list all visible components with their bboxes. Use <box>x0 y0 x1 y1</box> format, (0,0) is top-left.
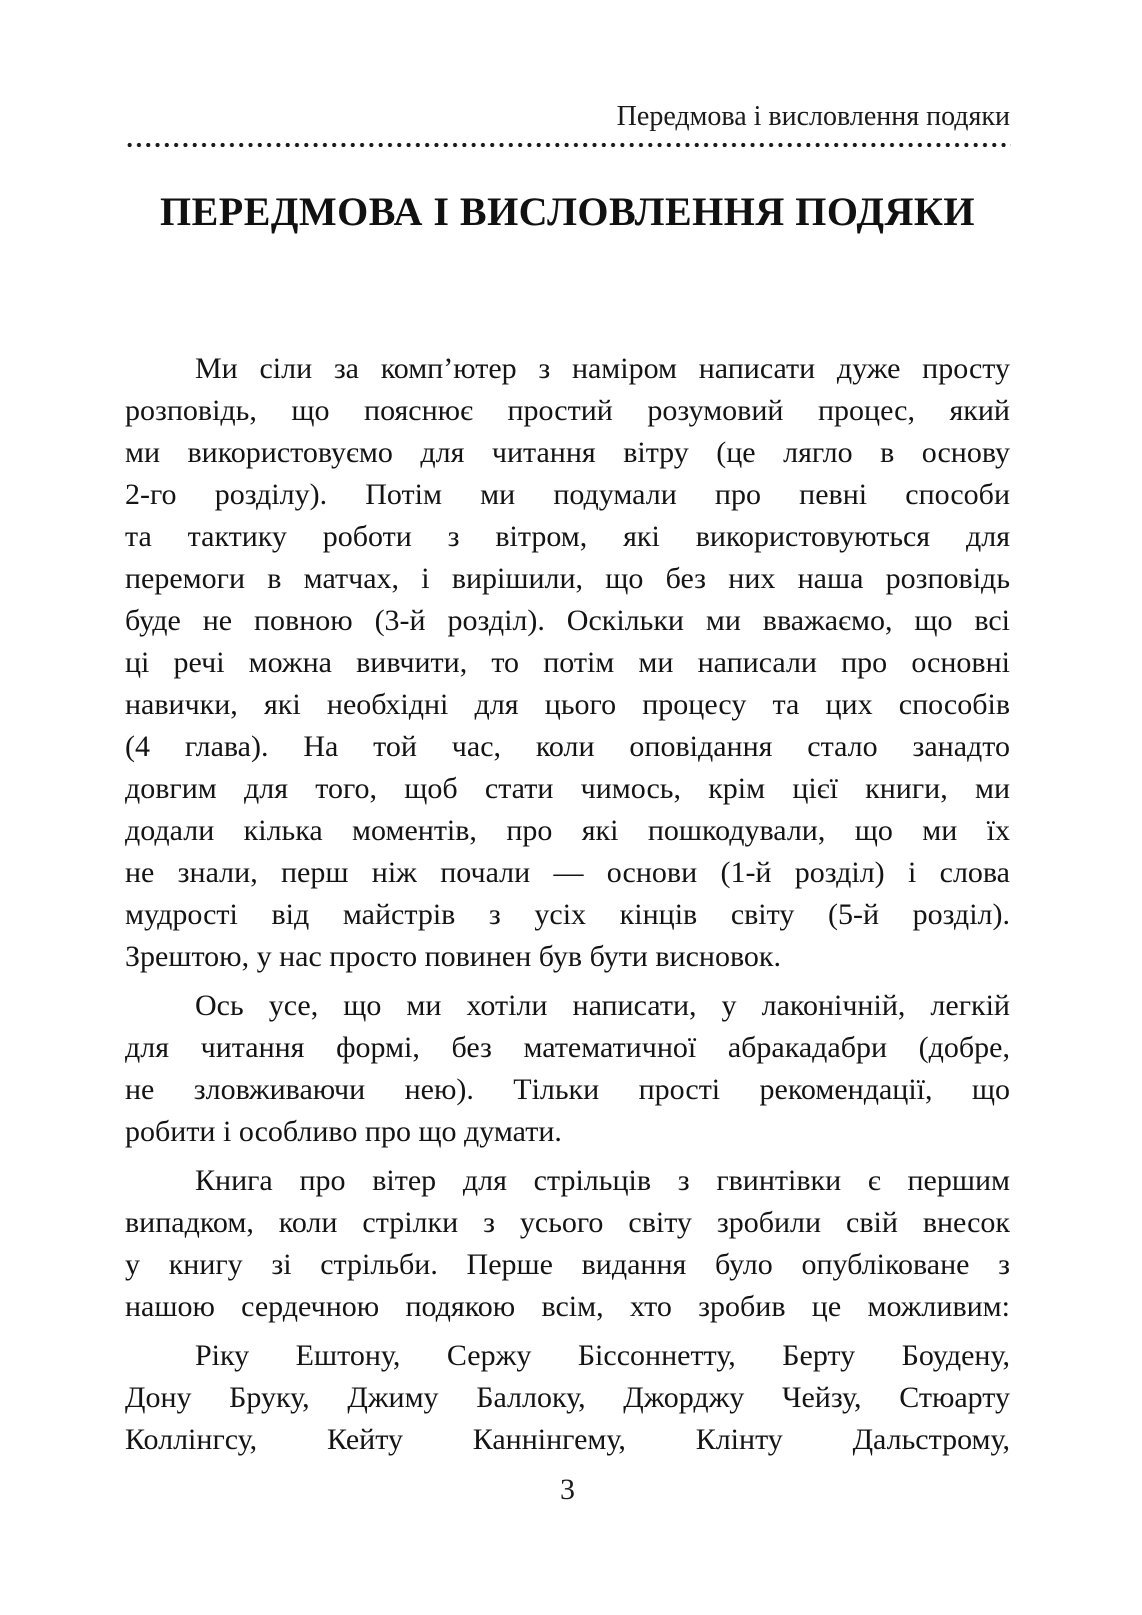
text-line: ми використовуємо для читання вітру (це лягло в основу <box>125 436 1010 469</box>
paragraph <box>125 1335 1010 1461</box>
text-line: та тактику роботи з вітром, які використовуються для <box>125 520 1010 553</box>
paragraph <box>125 348 1010 978</box>
page-number: 3 <box>560 1473 575 1506</box>
text-line: Ріку Ештону, Сержу Біссоннетту, Берту Боудену, <box>195 1339 1010 1372</box>
text-line: Ось усе, що ми хотіли написати, у лаконічній, легкій <box>195 989 1010 1022</box>
text-line: ці речі можна вивчити, то потім ми написали про основні <box>125 646 1010 679</box>
body-text <box>125 348 1010 1461</box>
running-header: Передмова і висловлення подяки <box>616 101 1010 132</box>
text-line: буде не повною (3-й розділ). Оскільки ми вважаємо, що всі <box>125 604 1010 637</box>
text-line: не зловживаючи нею). Тільки прості рекомендації, що <box>125 1073 1010 1106</box>
text-line: для читання формі, без математичної абракадабри (добре, <box>125 1031 1010 1064</box>
text-line: розповідь, що пояснює простий розумовий процес, який <box>125 394 1010 427</box>
text-line: Дону Бруку, Джиму Баллоку, Джорджу Чейзу, Стюарту <box>125 1381 1010 1414</box>
text-line: Зрештою, у нас просто повинен був бути висновок. <box>125 940 781 973</box>
text-line: робити і особливо про що думати. <box>125 1115 562 1148</box>
dotted-rule <box>125 140 1011 148</box>
text-line: перемоги в матчах, і вирішили, що без них наша розповідь <box>125 562 1010 595</box>
text-line: навички, які необхідні для цього процесу та цих способів <box>125 688 1010 721</box>
paragraph <box>125 1160 1010 1328</box>
text-line: нашою сердечною подякою всім, хто зробив це можливим: <box>125 1290 1010 1323</box>
text-line: (4 глава). На той час, коли оповідання стало занадто <box>125 730 1010 763</box>
text-line: не знали, перш ніж почали — основи (1-й розділ) і слова <box>125 856 1010 889</box>
text-line: Книга про вітер для стрільців з гвинтівки є першим <box>195 1164 1010 1197</box>
text-line: у книгу зі стрільби. Перше видання було опубліковане з <box>125 1248 1010 1281</box>
text-line: довгим для того, щоб стати чимось, крім цієї книги, ми <box>125 772 1010 805</box>
text-line: 2-го розділу). Потім ми подумали про певні способи <box>125 478 1010 511</box>
chapter-title: ПЕРЕДМОВА І ВИСЛОВЛЕННЯ ПОДЯКИ <box>159 189 976 234</box>
text-line: випадком, коли стрілки з усього світу зробили свій внесок <box>125 1206 1010 1239</box>
paragraph <box>125 985 1010 1153</box>
text-line: Коллінгсу, Кейту Каннінгему, Клінту Дальстрому, <box>125 1423 1010 1456</box>
text-line: Ми сіли за комп’ютер з наміром написати дуже просту <box>195 352 1010 385</box>
text-line: додали кілька моментів, про які пошкодували, що ми їх <box>125 814 1010 847</box>
text-line: мудрості від майстрів з усіх кінців світу (5-й розділ). <box>125 898 1010 931</box>
